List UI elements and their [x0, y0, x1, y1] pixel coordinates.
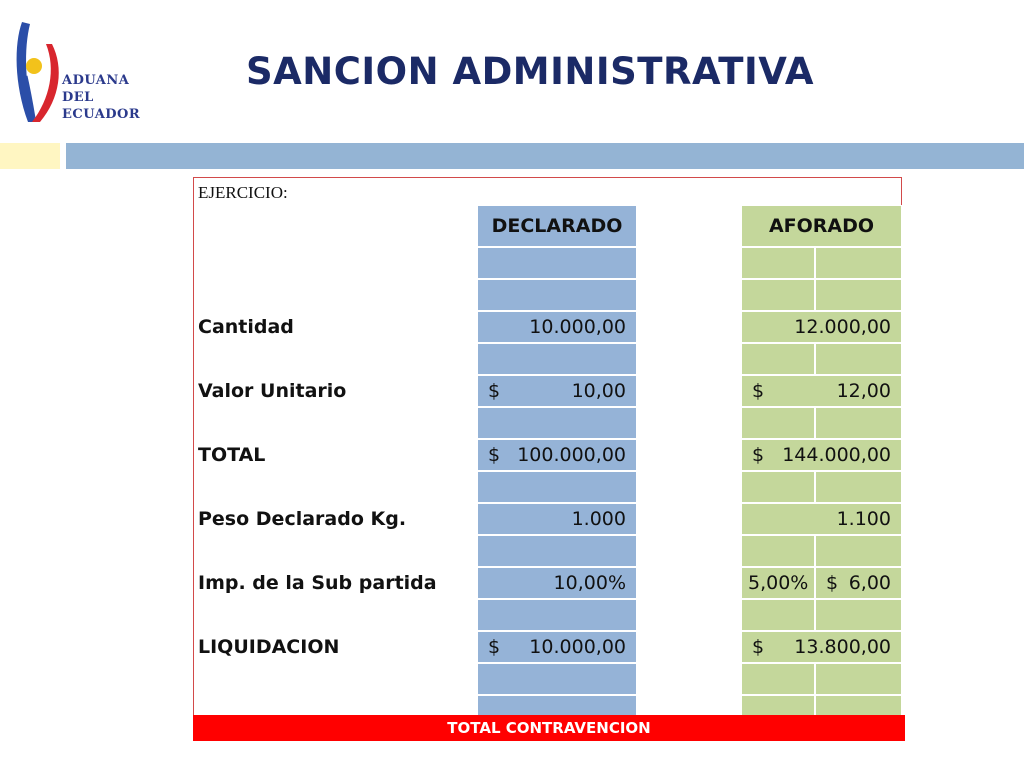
- header-aforado: AFORADO: [741, 205, 902, 247]
- aforado-spacer-cell: [815, 471, 902, 503]
- declarado-value-cell: [477, 503, 637, 535]
- declarado-value-cell: [477, 311, 637, 343]
- aforado-spacer-cell: [741, 247, 815, 279]
- cell-value: 13.800,00: [794, 636, 891, 658]
- declarado-spacer-cell: [477, 535, 637, 567]
- decorative-bar-yellow: [0, 143, 60, 169]
- declarado-spacer-cell: [477, 663, 637, 695]
- logo-line-1: ADUANA: [62, 73, 130, 88]
- cell-value: 12,00: [836, 380, 891, 402]
- declarado-spacer-cell: [477, 471, 637, 503]
- declarado-spacer-cell: [477, 247, 637, 279]
- aforado-value-cell: [741, 631, 902, 663]
- aforado-value-cell: [741, 439, 902, 471]
- currency-prefix: $: [752, 636, 765, 658]
- cell-value: 1.000: [571, 508, 626, 530]
- aforado-spacer-cell: [741, 471, 815, 503]
- logo-line-3: ECUADOR: [62, 107, 141, 122]
- cell-value: 144.000,00: [782, 444, 891, 466]
- currency-prefix: $: [488, 636, 501, 658]
- aforado-spacer-cell: [815, 247, 902, 279]
- aforado-spacer-cell: [815, 663, 902, 695]
- exercise-label: EJERCICIO:: [198, 183, 288, 202]
- row-label: Valor Unitario: [198, 380, 347, 402]
- aforado-spacer-cell: [815, 535, 902, 567]
- aforado-spacer-cell: [741, 599, 815, 631]
- declarado-spacer-cell: [477, 343, 637, 375]
- aforado-spacer-cell: [741, 407, 815, 439]
- cell-value: 6,00: [848, 572, 891, 594]
- aforado-spacer-cell: [815, 599, 902, 631]
- row-label: Imp. de la Sub partida: [198, 572, 437, 594]
- aforado-spacer-cell: [741, 535, 815, 567]
- currency-prefix: $: [752, 444, 765, 466]
- declarado-value-cell: [477, 631, 637, 663]
- currency-prefix: $: [752, 380, 765, 402]
- aforado-spacer-cell: [741, 343, 815, 375]
- aforado-rate-cell: [741, 567, 815, 599]
- total-contravencion-bar: TOTAL CONTRAVENCION: [193, 715, 905, 741]
- row-label: Cantidad: [198, 316, 294, 338]
- aforado-spacer-cell: [741, 279, 815, 311]
- currency-prefix: $: [488, 444, 501, 466]
- currency-prefix: $: [826, 572, 839, 594]
- cell-value: 5,00%: [748, 572, 809, 594]
- declarado-spacer-cell: [477, 407, 637, 439]
- cell-value: 10,00%: [553, 572, 626, 594]
- declarado-spacer-cell: [477, 599, 637, 631]
- declarado-value-cell: [477, 567, 637, 599]
- header-declarado: DECLARADO: [477, 205, 637, 247]
- aforado-amount-cell: [815, 567, 902, 599]
- aforado-spacer-cell: [815, 279, 902, 311]
- aforado-spacer-cell: [815, 407, 902, 439]
- aforado-value-cell: [741, 311, 902, 343]
- currency-prefix: $: [488, 380, 501, 402]
- cell-value: 12.000,00: [794, 316, 891, 338]
- declarado-value-cell: [477, 375, 637, 407]
- cell-value: 1.100: [836, 508, 891, 530]
- cell-value: 10,00: [571, 380, 626, 402]
- declarado-value-cell: [477, 439, 637, 471]
- row-label: Peso Declarado Kg.: [198, 508, 407, 530]
- decorative-bar-blue: [66, 143, 1024, 169]
- aforado-spacer-cell: [741, 663, 815, 695]
- cell-value: 100.000,00: [517, 444, 626, 466]
- page-title: SANCION ADMINISTRATIVA: [245, 50, 815, 93]
- row-label: LIQUIDACION: [198, 636, 340, 658]
- logo-line-2: DEL: [62, 90, 94, 105]
- cell-value: 10.000,00: [529, 316, 626, 338]
- row-label: TOTAL: [198, 444, 266, 466]
- aforado-value-cell: [741, 375, 902, 407]
- aforado-value-cell: [741, 503, 902, 535]
- cell-value: 10.000,00: [529, 636, 626, 658]
- declarado-spacer-cell: [477, 279, 637, 311]
- aforado-spacer-cell: [815, 343, 902, 375]
